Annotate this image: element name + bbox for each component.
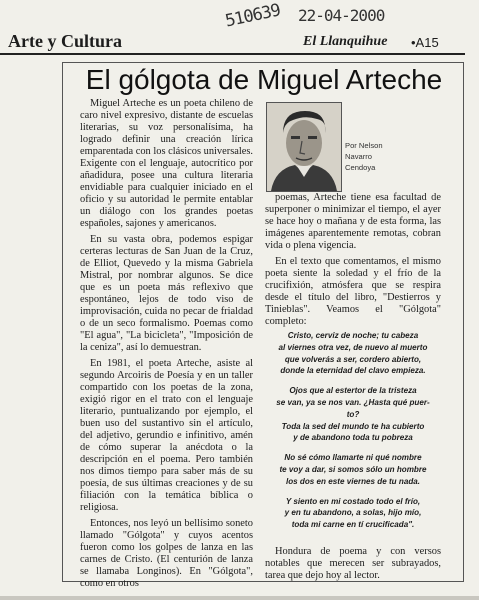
poem-stanza: [263, 496, 443, 531]
handwritten-date: 22-04-2000: [298, 6, 385, 25]
poem-line: Cristo, cerviz de noche; tu cabeza: [287, 331, 419, 340]
byline: [345, 140, 401, 173]
paragraph: En el texto que comentamos, el mismo poeta siente la soledad y el frío de la crucifixión, atmósfera que se respira desde el título del libro, "Destierros y Tinieblas". Veamos el "Gólgota" completo:: [265, 256, 441, 327]
handwritten-code: 510639: [223, 0, 282, 32]
poem: [263, 330, 443, 539]
poem-line: y en tu abandono, a solas, hijo mío,: [284, 508, 422, 518]
poem-line: Ojos que al estertor de la tristeza: [289, 386, 417, 396]
poem-line: Toda la sed del mundo te ha cubierto: [281, 421, 425, 431]
poem-line: toda mi carne en tí crucificada".: [291, 520, 415, 530]
binding-edge: [0, 596, 479, 600]
poem-line: los dos en este viernes de tu nada.: [285, 476, 421, 486]
newspaper-name: El Llanquihue: [303, 34, 388, 49]
poem-line: te voy a dar, si somos sólo un hombre: [279, 464, 427, 474]
byline-line: Cendoya: [345, 163, 376, 172]
left-column: [80, 98, 253, 594]
poem-stanza: [263, 452, 443, 487]
header-rule: [0, 53, 465, 55]
article-headline: El gólgota de Miguel Arteche: [85, 64, 443, 95]
closing-paragraph: [265, 546, 441, 582]
page-number: •A15: [411, 35, 439, 50]
byline-line: Por Nelson: [345, 141, 383, 150]
author-photo: [266, 102, 342, 192]
poem-line: to?: [346, 409, 360, 419]
poem-stanza: [263, 385, 443, 444]
poem-line: y de abandono toda tu pobreza: [293, 433, 413, 443]
section-title: Arte y Cultura: [8, 31, 122, 51]
poem-line: No sé cómo llamarte ni qué nombre: [284, 453, 422, 463]
paragraph: Entonces, nos leyó un bellísimo soneto llamado "Gólgota" y cuyos acentos fueron como los golpes de lanza en las carnes de Cristo. (El centurión de lanza se llamaba Longinos). En "Gólgota", como en otros: [80, 518, 253, 589]
paragraph: En 1981, el poeta Arteche, asiste al segundo Arcoiris de Poesía y en un taller compartido con los poetas de la zona, exigió rigor en el trato con el lenguaje literario, puntualizando por ejemplo, el buen uso del sustantivo sin el artículo, del adjetivo, gerundio e infinitivo, amén de cómo superar la anécdota o la descripción en el poema. Pero también nos dimos tiempo para saber más de su poesía, de sus últimas creaciones y de su filiación con la temática bíblica o religiosa.: [80, 358, 253, 513]
paragraph: Hondura de poema y con versos notables que merecen ser subrayados, tarea que dejo hoy al lector.: [265, 546, 441, 581]
byline-line: Navarro: [345, 152, 373, 161]
paragraph: poemas, Arteche tiene esa facultad de superponer o minimizar el tiempo, el ayer se hace hoy o mañana y de esta forma, las imágenes aparentemente remotas, cobran vida o plena vigencia.: [265, 192, 441, 251]
poem-line: que volverás a ser, cordero abierto,: [284, 354, 422, 364]
paragraph: En su vasta obra, podemos espigar certeras lecturas de San Juan de la Cruz, de Elliot, Quevedo y la misma Gabriela Mistral, por nombrar algunos. Se dice que es un poeta más reflexivo que espontáneo, lejos de todo viso de improvisación, cuida no pecar de frialdad o de un seco formalismo. Poemas como "El agua", "La bicicleta", "Imposición de la ceniza", así lo demuestran.: [80, 234, 253, 353]
poem-line: Y siento en mi costado todo el frío,: [285, 496, 421, 506]
poem-line: donde la eternidad del clavo empieza.: [280, 366, 426, 376]
poem-line: se van, ya se nos van. ¿Hasta qué puer-: [276, 397, 430, 407]
paragraph: Miguel Arteche es un poeta chileno de caro nivel expresivo, distante de escuelas literarias, su voz personalísima, ha logrado definir una creación lírica emparentada con los clásicos universales. Exigente con el lenguaje, autocrítico por añadidura, posee una cultura literaria envidiable para cualquier iniciado en el oficio y su autoridad le permite entablar un diálogo con los grandes poetas españoles, sajones y americanos.: [80, 98, 253, 229]
poem-stanza: [263, 330, 443, 377]
right-column: [265, 192, 441, 332]
poem-line: al viernes otra vez, de nuevo al muerto: [278, 342, 428, 352]
